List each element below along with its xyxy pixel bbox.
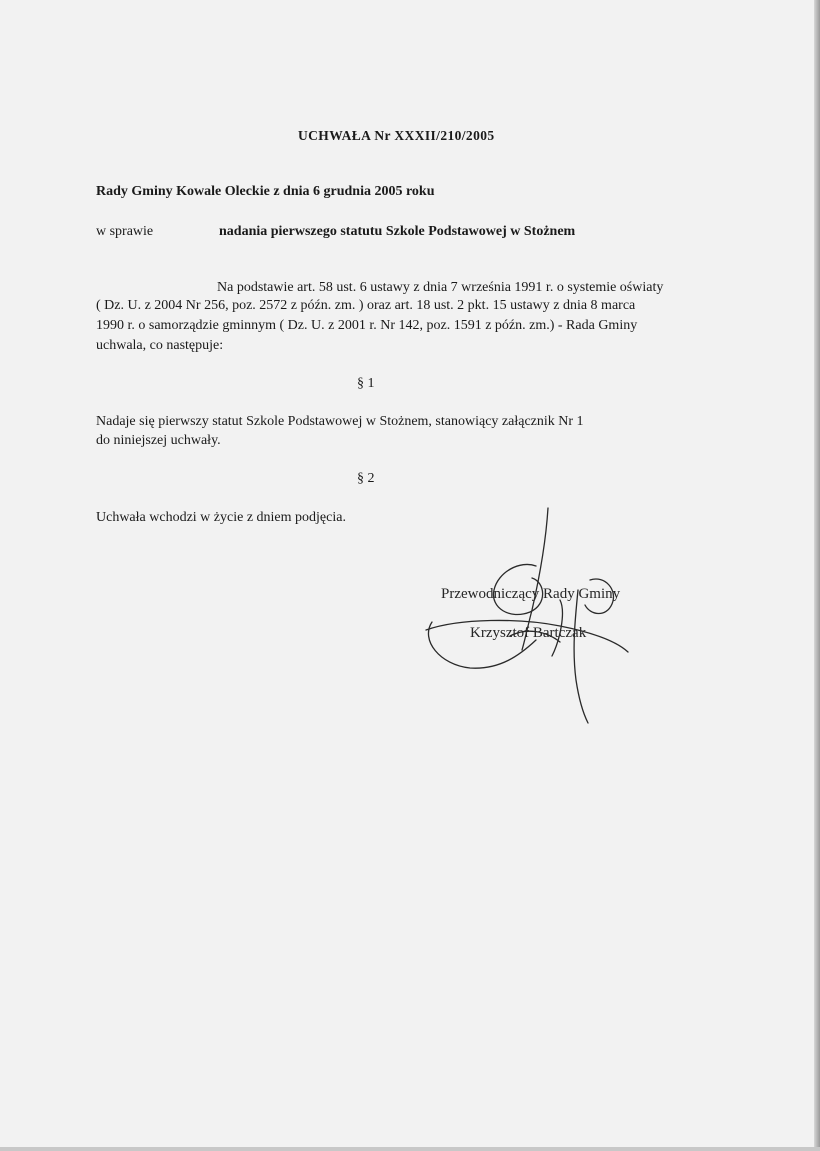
section-1-line-2: do niniejszej uchwały. [96, 433, 221, 448]
preamble-line-1: Na podstawie art. 58 ust. 6 ustawy z dnia 7 września 1991 r. o systemie oświaty [217, 280, 664, 295]
preamble-line-2: ( Dz. U. z 2004 Nr 256, poz. 2572 z późn. zm. ) oraz art. 18 ust. 2 pkt. 15 ustawy z dnia 8 marca [96, 298, 636, 313]
resolution-subject: nadania pierwszego statutu Szkole Podstawowej w Stożnem [219, 224, 576, 239]
signature-name: Krzysztof Bartczak [470, 625, 587, 641]
section-1-line-1: Nadaje się pierwszy statut Szkole Podstawowej w Stożnem, stanowiący załącznik Nr 1 [96, 414, 584, 429]
section-2-mark: § 2 [357, 471, 375, 486]
scan-edge [814, 0, 820, 1151]
signature-title: Przewodniczący Rady Gminy [441, 586, 621, 602]
preamble-line-4: uchwala, co następuje: [96, 338, 224, 353]
resolution-title: UCHWAŁA Nr XXXII/210/2005 [298, 128, 495, 143]
scan-edge-bottom [0, 1147, 820, 1151]
section-1-mark: § 1 [357, 376, 375, 391]
resolution-issuer: Rady Gminy Kowale Oleckie z dnia 6 grudnia 2005 roku [96, 184, 435, 199]
preamble-line-3: 1990 r. o samorządzie gminnym ( Dz. U. z 2001 r. Nr 142, poz. 1591 z późn. zm.) - Rada Gminy [96, 318, 638, 333]
section-2-line-1: Uchwała wchodzi w życie z dniem podjęcia. [96, 510, 346, 525]
subject-label: w sprawie [96, 224, 154, 239]
